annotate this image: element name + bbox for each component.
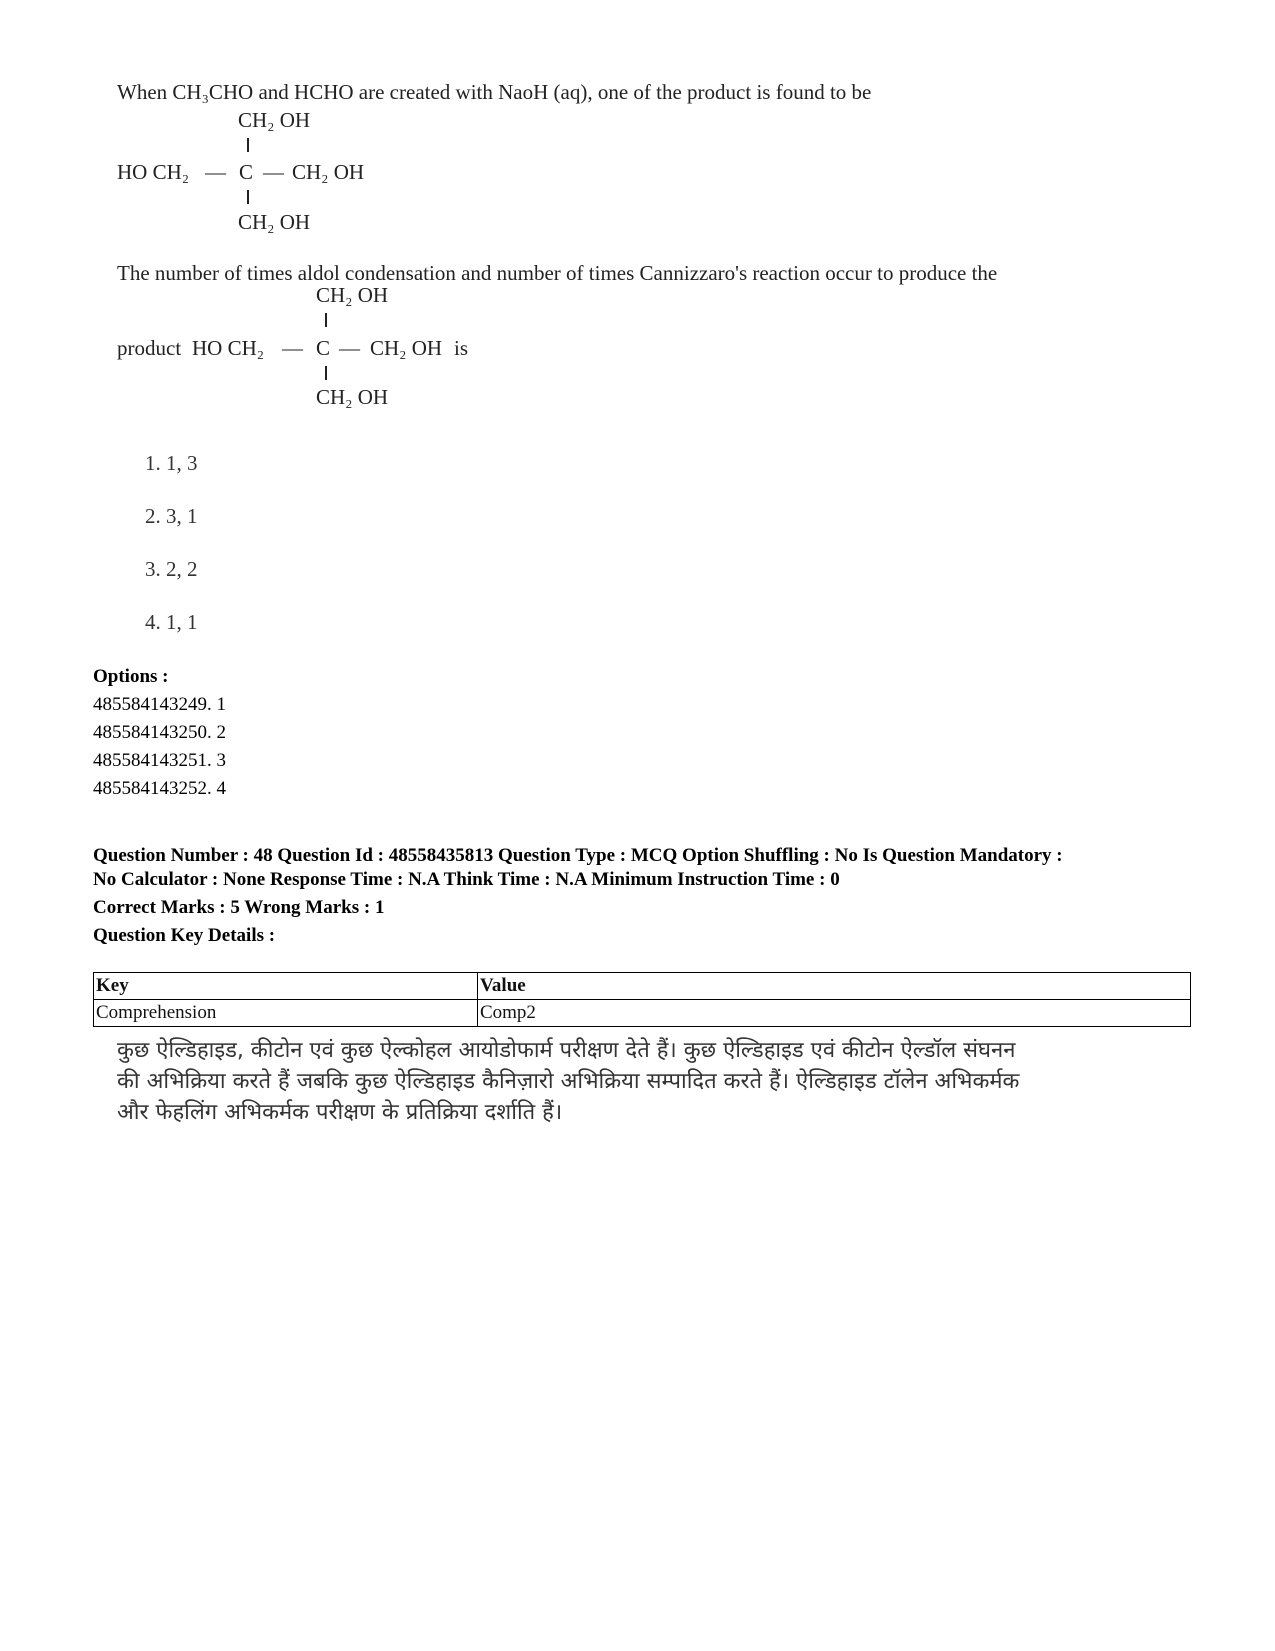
answer-choice: 3. 2, 2 (145, 557, 198, 581)
molecule-right-group: CH₂ OH (292, 160, 365, 184)
table-cell-value: Comp2 (477, 1000, 1190, 1027)
molecule-bottom-group: CH₂ OH (238, 210, 311, 234)
answer-choice: 2. 3, 1 (145, 504, 198, 528)
molecule-right-bond: — (339, 336, 360, 360)
molecule-bottom-group: CH₂ OH (316, 385, 389, 409)
answer-choice: 1. 1, 3 (145, 451, 198, 475)
answer-choice: 4. 1, 1 (145, 610, 198, 634)
option-id: 485584143252. 4 (93, 778, 226, 799)
product-suffix: is (454, 336, 469, 360)
question-intro: When CH₃CHO and HCHO are created with NaoH (aq), one of the product is found to be (117, 80, 872, 104)
molecule-bond-lower (325, 366, 327, 380)
product-prefix: product (117, 336, 182, 360)
molecule-right-bond: — (263, 160, 284, 184)
table-row (94, 1000, 1191, 1027)
option-id: 485584143249. 1 (93, 694, 226, 715)
question-meta-line1: Question Number : 48 Question Id : 48558435813 Question Type : MCQ Option Shuffling : No Is Question Mandatory : (93, 845, 1063, 866)
molecule-bond-upper (247, 138, 249, 152)
key-details-label: Question Key Details : (93, 925, 276, 946)
table-header-value: Value (477, 973, 1190, 1000)
molecule-center-carbon: C (239, 160, 254, 184)
molecule-right-group: CH₂ OH (370, 336, 443, 360)
molecule-left-group: HO CH₂ (192, 336, 265, 360)
marks-line: Correct Marks : 5 Wrong Marks : 1 (93, 897, 385, 918)
molecule-left-group: HO CH₂ (117, 160, 190, 184)
key-details-table (93, 972, 1191, 1027)
table-cell-key: Comprehension (94, 1000, 478, 1027)
option-id: 485584143251. 3 (93, 750, 226, 771)
hindi-passage-line: की अभिक्रिया करते हैं जबकि कुछ ऐल्डिहाइड कैनिज़ारो अभिक्रिया सम्पादित करते हैं। ऐल्डिहाइड टॉलेन अभिकर्मक (117, 1069, 1020, 1094)
hindi-passage-line: कुछ ऐल्डिहाइड, कीटोन एवं कुछ ऐल्कोहल आयोडोफार्म परीक्षण देते हैं। कुछ ऐल्डिहाइड एवं कीटोन ऐल्डॉल संघनन (117, 1038, 1016, 1063)
molecule-top-group: CH₂ OH (238, 108, 311, 132)
table-header-key: Key (94, 973, 478, 1000)
molecule-bond-lower (247, 190, 249, 204)
molecule-left-bond: — (205, 160, 226, 184)
hindi-passage-line: और फेहलिंग अभिकर्मक परीक्षण के प्रतिक्रिया दर्शाति हैं। (117, 1100, 563, 1125)
question-meta-line2: No Calculator : None Response Time : N.A Think Time : N.A Minimum Instruction Time : 0 (93, 869, 840, 890)
molecule-center-carbon: C (316, 336, 331, 360)
table-header-row (94, 973, 1191, 1000)
question-prompt: The number of times aldol condensation and number of times Cannizzaro's reaction occur to produce the (117, 261, 998, 285)
options-label: Options : (93, 666, 169, 687)
option-id: 485584143250. 2 (93, 722, 226, 743)
molecule-left-bond: — (282, 336, 303, 360)
molecule-bond-upper (325, 313, 327, 327)
molecule-top-group: CH₂ OH (316, 283, 389, 307)
